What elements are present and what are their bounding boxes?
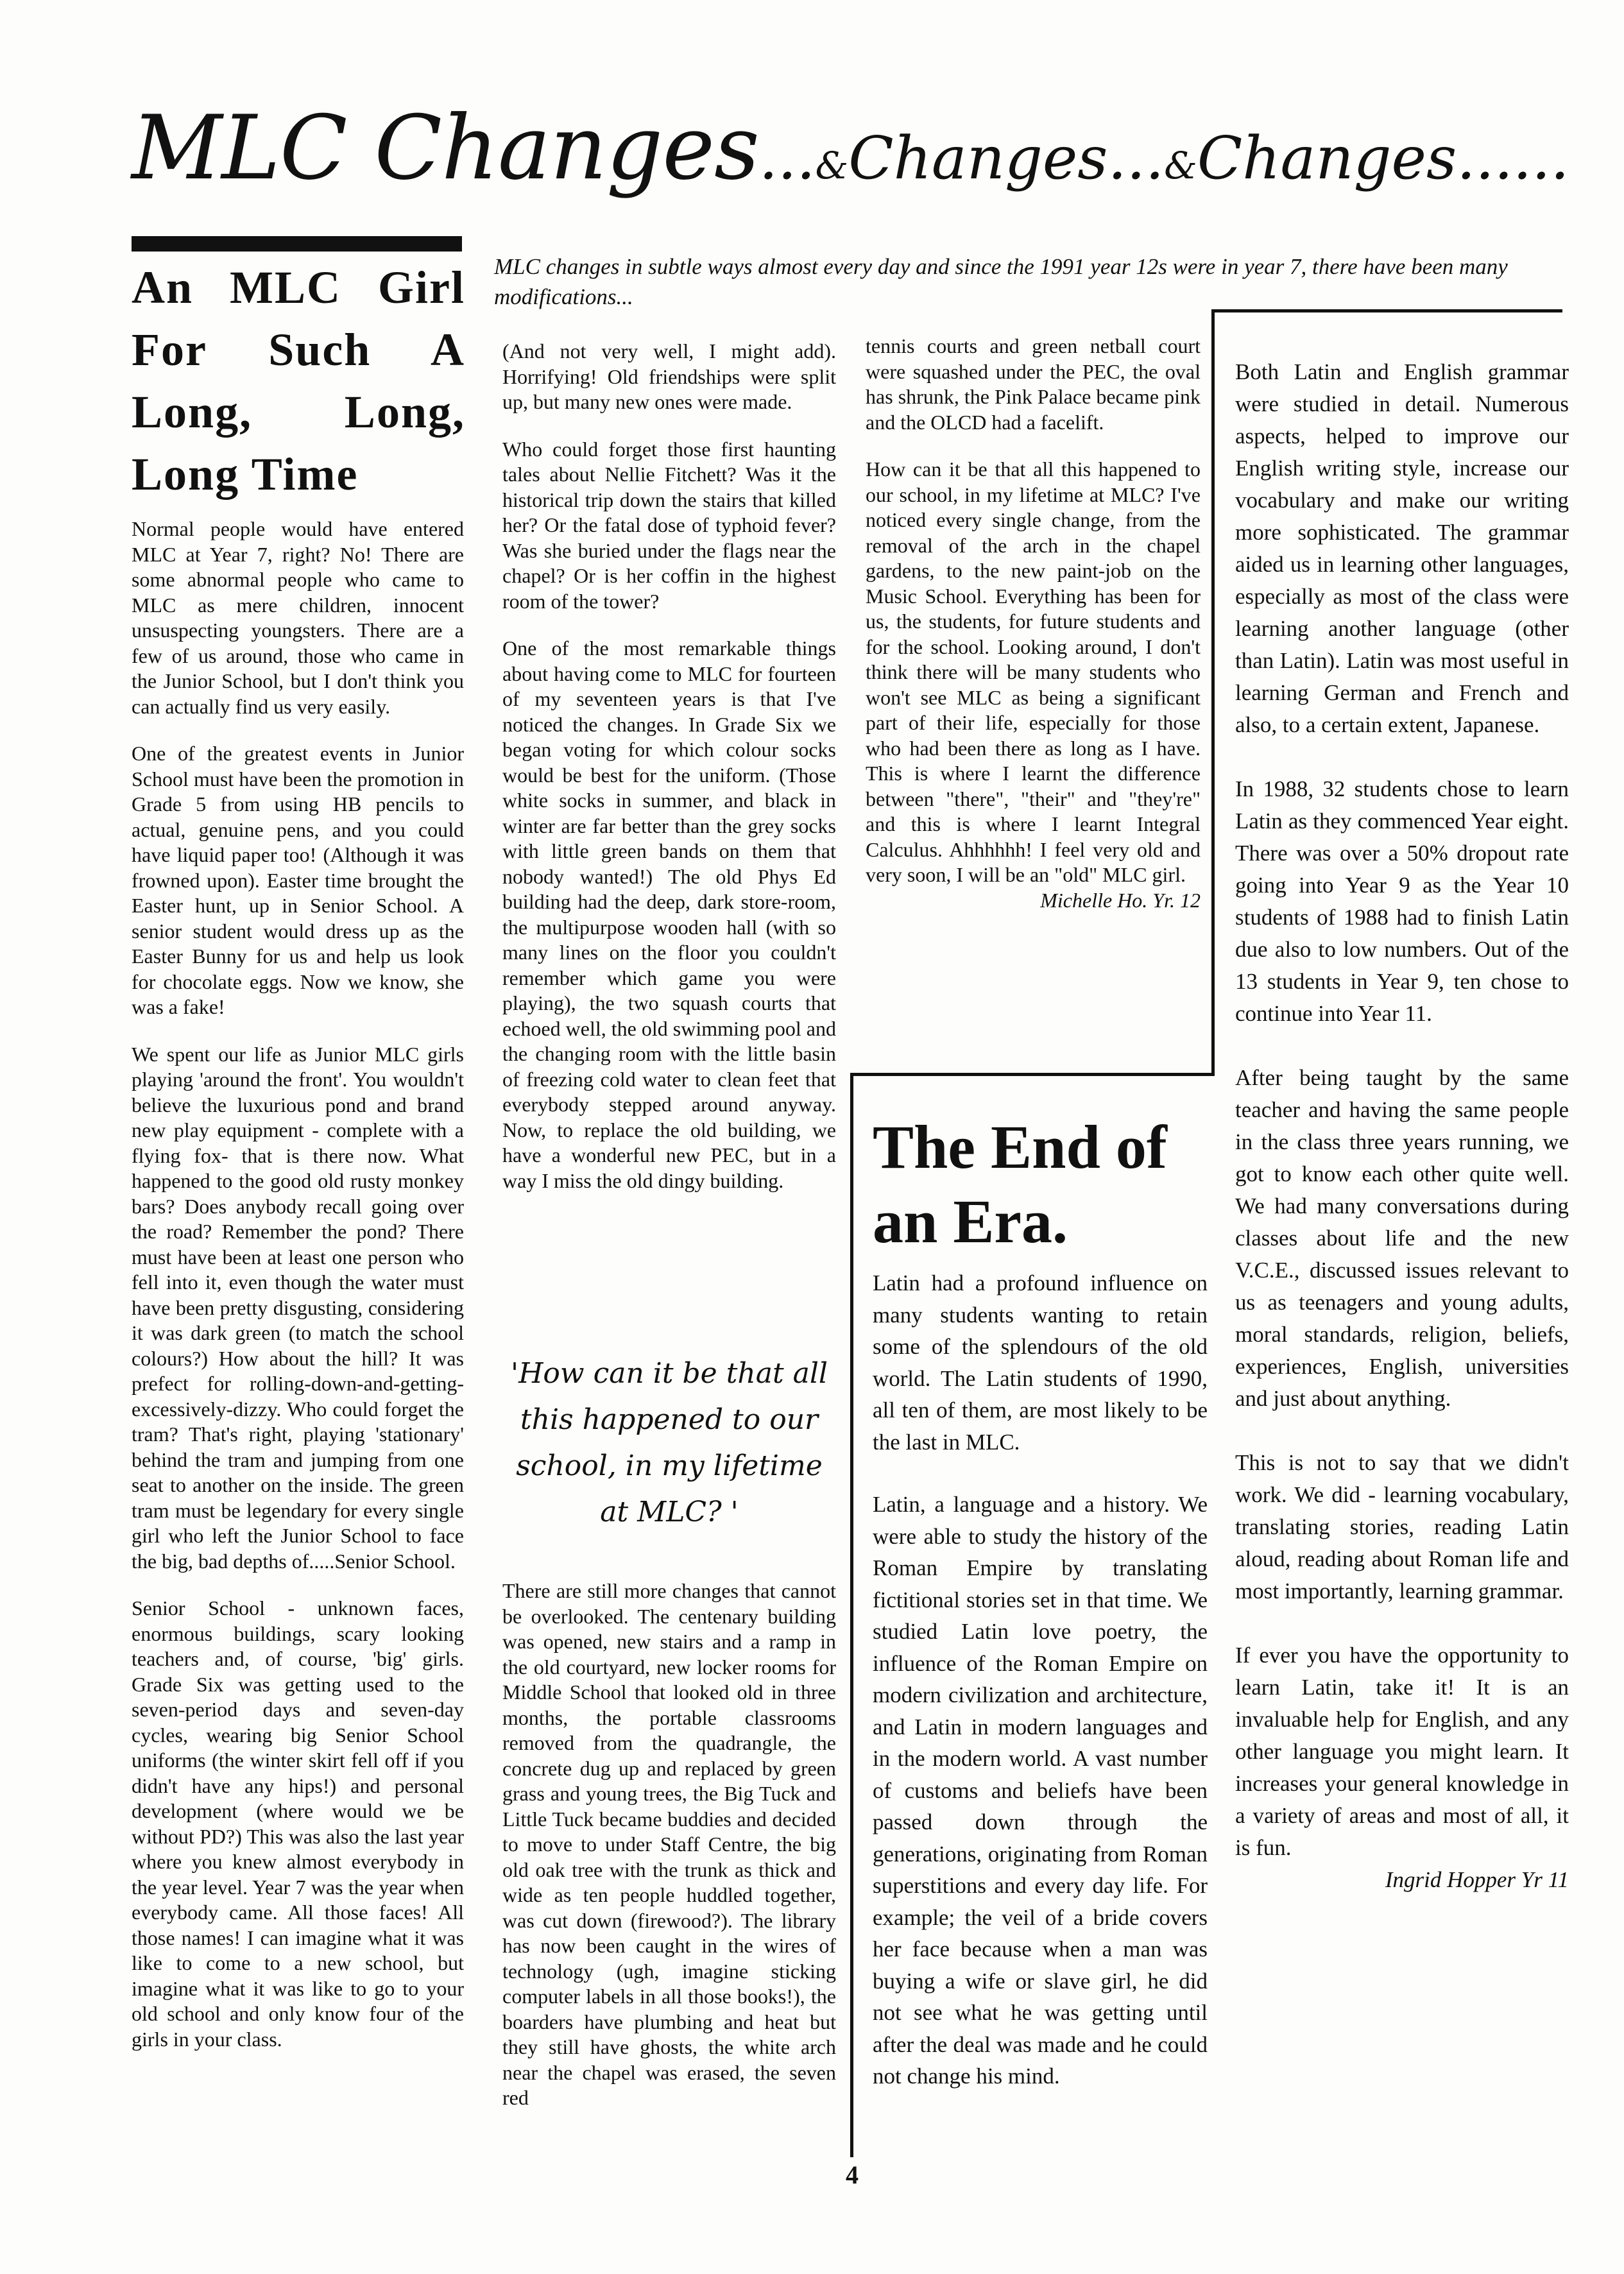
frame-middle [850,1073,1215,1076]
article2-signature: Ingrid Hopper Yr 11 [1385,1867,1569,1892]
paragraph: Normal people would have entered MLC at Year 7, right? No! There are some abnormal people who came to MLC as mere children, innocent unsuspecting youngsters. There are a few of us around, those who came in the Junior School, but I don't think you can actually find us very easily. [132,517,464,718]
article1-heading-line: For Such A [132,324,465,375]
masthead-third: Changes [1197,124,1457,192]
frame-top [1213,309,1562,312]
article2-column-2 [1235,356,1569,1918]
frame-left-upper [1211,309,1215,1076]
article1-heading-line: An MLC Girl [132,262,465,313]
frame-left-lower [850,1073,853,2157]
article1-column-2-continued [502,1578,836,2133]
article1-signature: Michelle Ho. Yr. 12 [1040,888,1201,912]
paragraph: There are still more changes that cannot be overlooked. The centenary building was opened, new stairs and a ramp in the old courtyard, new locker rooms for Middle School that looked old in three months, the portable classrooms removed from the quadrangle, the concrete dug up and replaced by green grass and young trees, the Big Tuck and Little Tuck became buddies and decided to move to under Staff Centre, the big old oak tree with the trunk as thick and wide as ten people huddled together, was cut down (firewood?). The library has now been caught in the wires of technology (ugh, imagine sticking computer labels in all those books!), the boarders have plumbing and heat but they still have ghosts, the white arch near the chapel was erased, the seven red [502,1579,836,2109]
paragraph: Senior School - unknown faces, enormous buildings, scary looking teachers and, of course, 'big' girls. Grade Six was getting used to the seven-period days and seven-day cycles, wearing big Senior School uniforms (the winter skirt fell off if you didn't have any hips!) and personal development (where would we be without PD?) This was also the last year where you knew almost everybody in the year level. Year 7 was the year when everybody came. All those faces! All those names! I can imagine what it was like to come to a new school, but imagine what it was like to go to your old school and only know four of the girls in your class. [132,1596,464,2051]
heading-rule [132,236,462,252]
paragraph: tennis courts and green netball court were squashed under the PEC, the oval has shrunk, the Pink Palace became pink and the OLCD had a facelift. [866,334,1201,434]
masthead-amp-1: & [815,144,849,187]
paragraph: We spent our life as Junior MLC girls playing 'around the front'. You wouldn't believe the luxurious pond and brand new play equipment - complete with a flying fox- that is there now. What happened to the good old rusty monkey bars? Does anybody recall going over the road? Remember the pond? There must have been at least one person who fell into it, even though the water must have been pretty disgusting, considering it was dark green (to match the school colours?) How about the hill? It was prefect for rolling-down-and-getting-excessively-dizzy. Who could forget the tram? That's right, playing 'stationary' behind the tram and jumping from one seat to another on the inside. The green tram must be legendary for every single girl who left the Junior School to face the big, bad depths of.....Senior School. [132,1042,464,1573]
article1-column-1 [132,517,464,2074]
paragraph: How can it be that all this happened to our school, in my lifetime at MLC? I've noticed every single change, from the removal of the arch in the chapel gardens, to the new paint-job on the Music School. Everything has been for us, the students, for future students and for the school. Looking around, I don't think there will be many students who won't see MLC as being a significant part of their life, especially for those who had been there as long as I have. This is where I learnt the difference between "there", "their" and "they're" and this is where I learnt Integral Calculus. Ahhhhhh! I feel very old and very soon, I will be an "old" MLC girl. [866,457,1201,886]
article1-column-3 [866,334,1201,935]
article1-column-2 [502,339,836,1199]
paragraph: One of the most remarkable things about having come to MLC for fourteen of my seventeen years is that I've noticed the changes. In Grade Six we began voting for which colour socks would be best for the uniform. (Those white socks in summer, and black in winter are far better than the grey socks with little green bands on them that nobody wanted!) The old Phys Ed building had the deep, dark store-room, the multipurpose wooden hall (with so many lines on the floor you couldn't remember which game you were playing), the two squash courts that echoed well, the old swimming pool and the changing room with the little basin of freezing cold water to clean feet that everybody stepped around anyway. Now, to replace the old building, we have a wonderful new PEC, but in a way I miss the old dingy building. [502,637,836,1192]
masthead-main: MLC Changes [132,96,759,200]
masthead-amp-2: & [1164,144,1197,187]
paragraph: Both Latin and English grammar were studied in detail. Numerous aspects, helped to improve our English writing style, increase our vocabulary and make our writing more sophisticated. The grammar aided us in learning other languages, especially as most of the class were learning another language (other than Latin). Latin was most useful in learning German and French and also, to a certain extent, Japanese. [1235,359,1569,737]
pull-quote: 'How can it be that all this happened to our school, in my lifetime at MLC? ' [510,1357,828,1528]
masthead-title [132,96,1569,200]
article1-heading-line: Long, Long, [132,386,465,438]
paragraph: Latin, a language and a history. We were able to study the history of the Roman Empire by translating fictitional stories set in that time. We studied Latin love poetry, the influence of the Roman Empire on modern civilization and architecture, and Latin in modern languages and in the modern world. A vast number of customs and beliefs have been passed down through the generations, originating from Roman superstitions and every day life. For example; the veil of a bride covers her face because when a man was buying a wife or slave girl, he did not see what he was getting until after the deal was made and he could not change his mind. [873,1492,1208,2089]
paragraph: This is not to say that we didn't work. We did - learning vocabulary, translating stories, reading Latin aloud, reading about Roman life and most importantly, learning grammar. [1235,1450,1569,1603]
masthead-ellipsis-2: ... [1107,124,1165,192]
paragraph: (And not very well, I might add). Horrifying! Old friendships were split up, but many new ones were made. [502,339,836,413]
paragraph: If ever you have the opportunity to learn Latin, take it! It is an invaluable help for English, and any other language you might learn. It increases your general knowledge in a variety of areas and most of all, it is fun. [1235,1643,1569,1860]
paragraph: Latin had a profound influence on many students wanting to retain some of the splendours of the old world. The Latin students of 1990, all ten of them, are most likely to be the last in MLC. [873,1270,1208,1455]
page-number: 4 [846,2160,859,2189]
paragraph: Who could forget those first haunting tales about Nellie Fitchett? Was it the historical trip down the stairs that killed her? Or the fatal dose of typhoid fever? Was she buried under the flags near the chapel? Or is her coffin in the highest room of the tower? [502,437,836,613]
article1-heading [132,257,465,506]
article2-heading: The End of an Era. [873,1113,1167,1256]
article1-heading-line: Long Time [132,449,359,500]
masthead-ellipsis-1: ... [758,124,816,192]
masthead-second: Changes [848,124,1108,192]
article2-column-1 [873,1267,1208,2114]
intro-standfirst: MLC changes in subtle ways almost every day and since the 1991 year 12s were in year 7, there have been many modifications... [494,254,1508,309]
paragraph: One of the greatest events in Junior School must have been the promotion in Grade 5 from using HB pencils to actual, genuine pens, and you could have liquid paper too! (Although it was frowned upon). Easter time brought the Easter hunt, up in Senior School. A senior student would dress up as the Easter Bunny for us and help us look for chocolate eggs. Now we know, she was a fake! [132,742,464,1018]
paragraph: In 1988, 32 students chose to learn Latin as they commenced Year eight. There was over a 50% dropout rate going into Year 9 as the Year 10 students of 1988 had to finish Latin due also to low numbers. Out of the 13 students in Year 9, ten chose to continue into Year 11. [1235,776,1569,1026]
paragraph: After being taught by the same teacher and having the same people in the class three years running, we got to know each other quite well. We had many conversations during classes about life and the new V.C.E., discussed issues relevant to us as teenagers and young adults, moral standards, religion, beliefs, experiences, English, universities and just about anything. [1235,1065,1569,1411]
masthead-ellipsis-3: ...... [1457,124,1569,192]
